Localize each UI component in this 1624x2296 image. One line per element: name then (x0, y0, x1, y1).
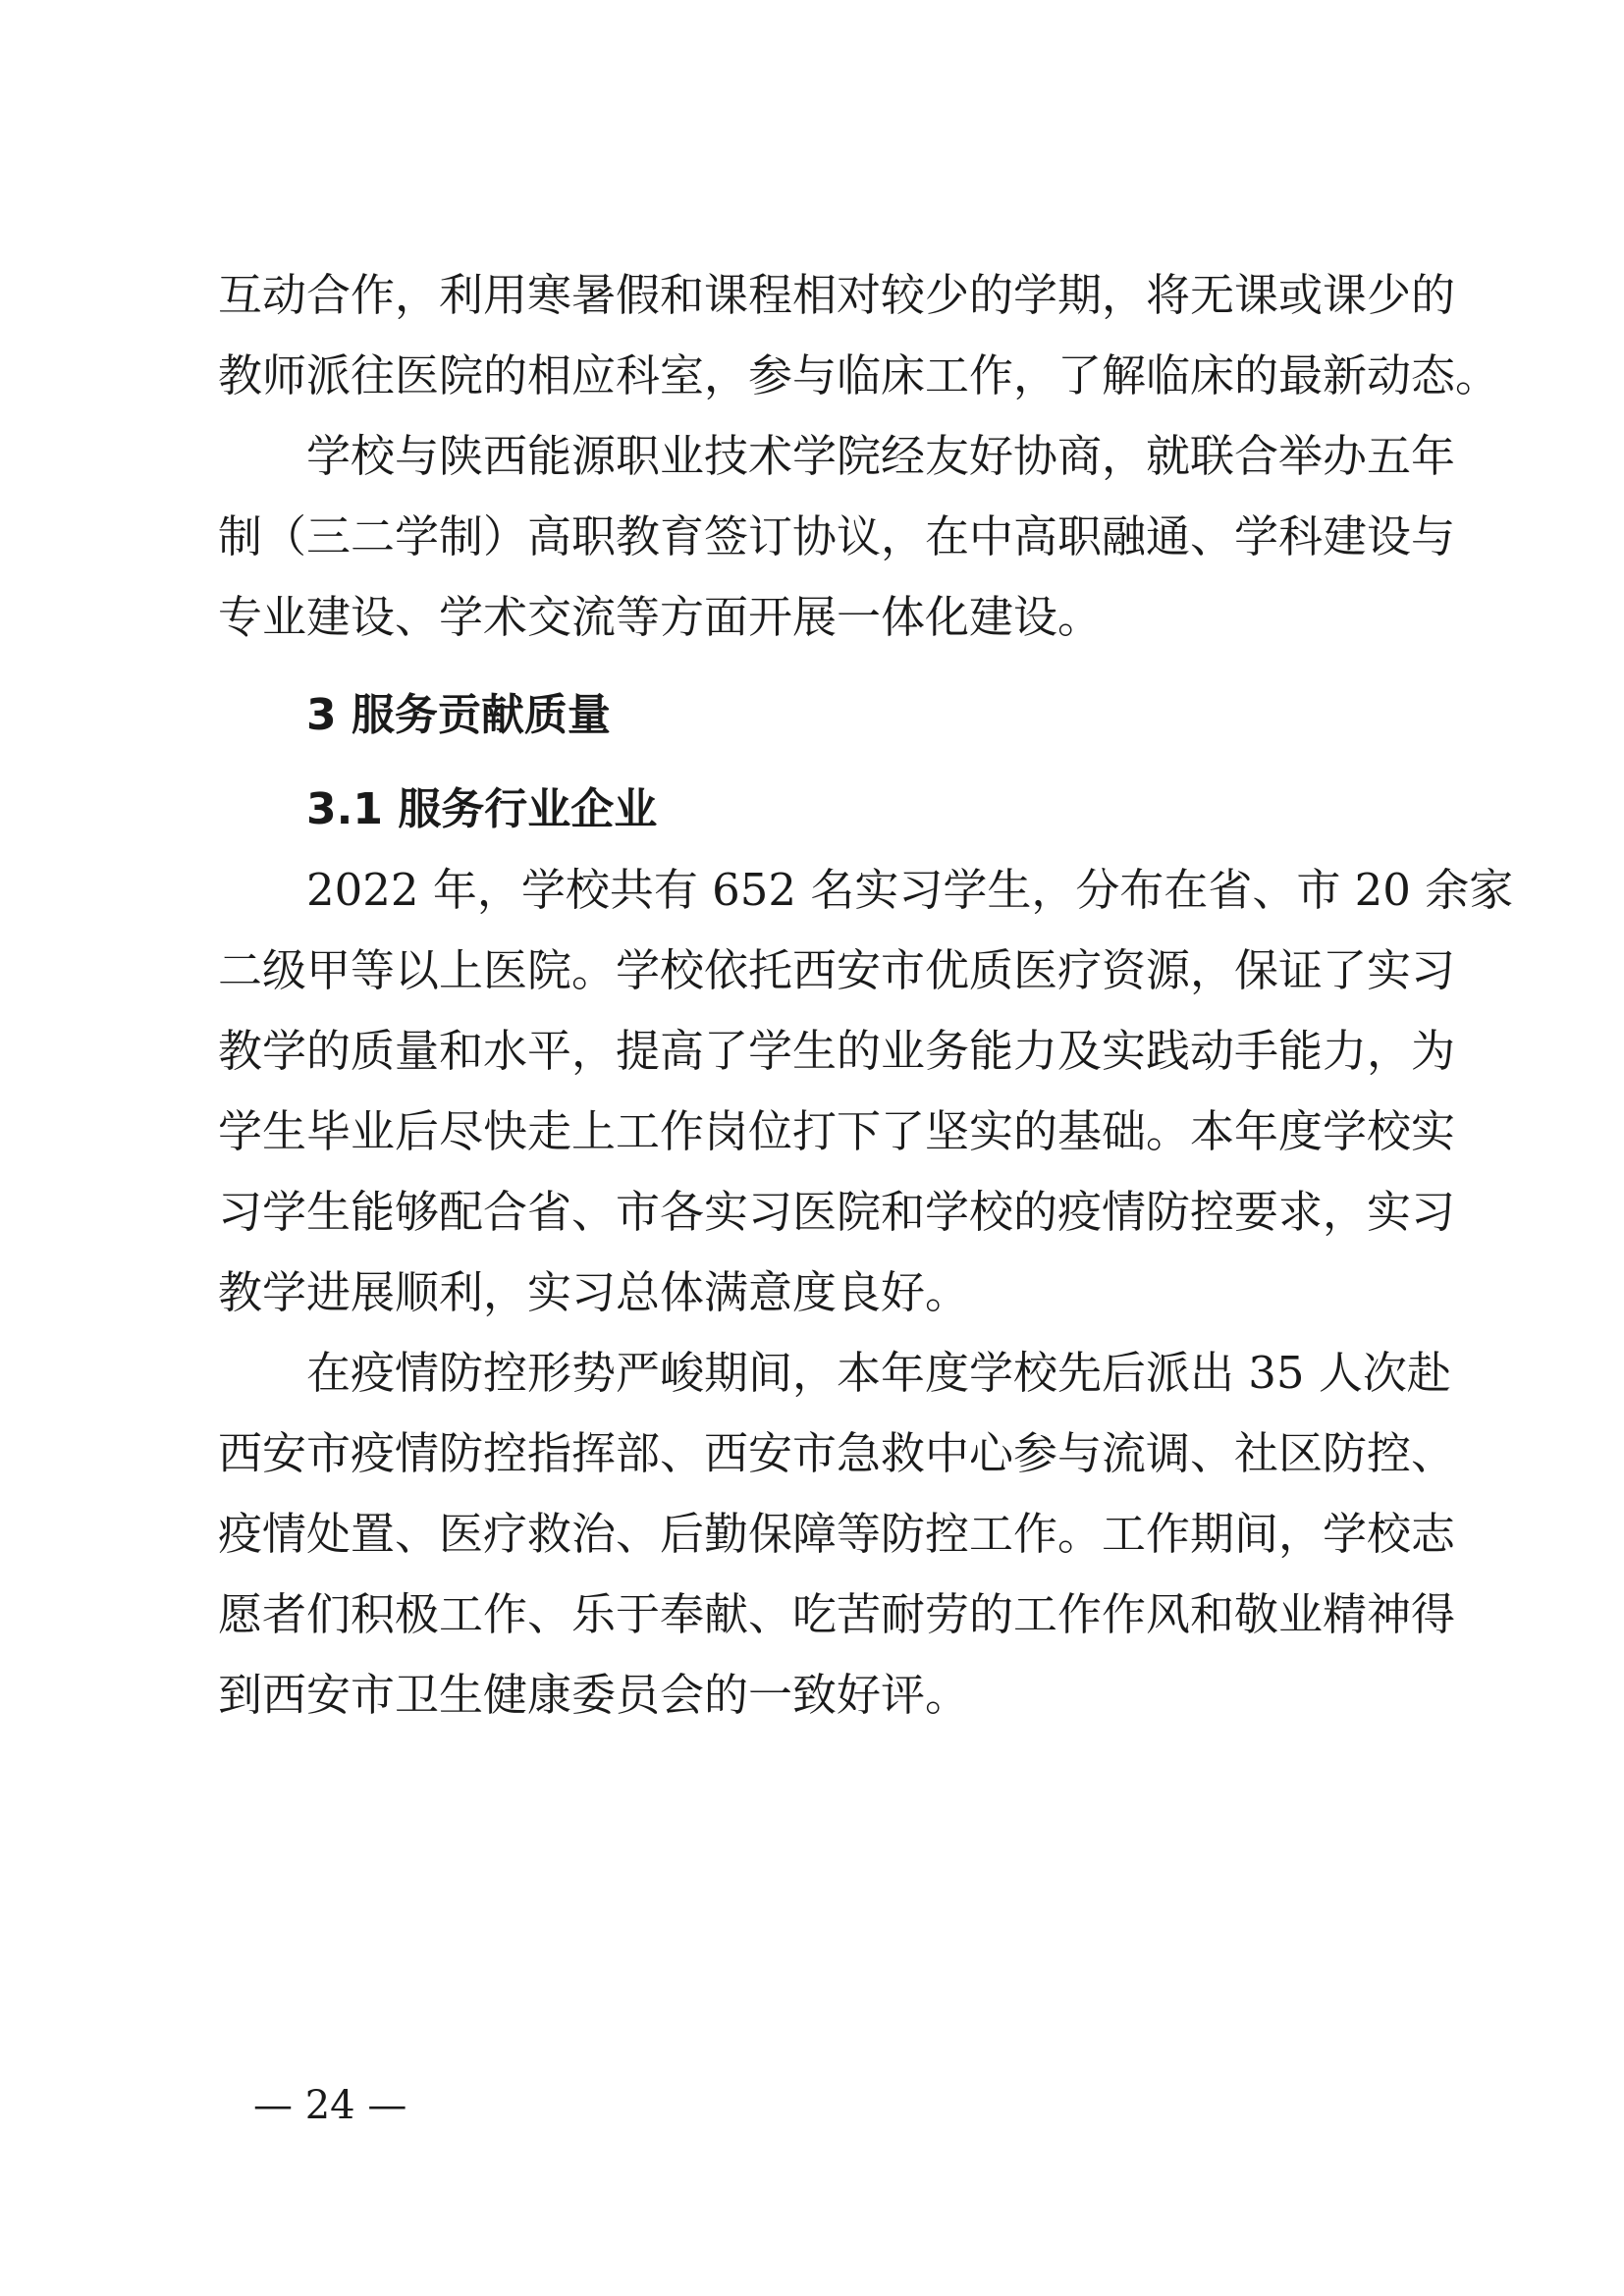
paragraph-line: 到西安市卫生健康委员会的一致好评。 (218, 1669, 970, 1721)
subsection-heading: 3.1 服务行业企业 (306, 784, 658, 834)
page-content (218, 255, 1514, 1735)
paragraph-line: 教师派往医院的相应科室，参与临床工作，了解临床的最新动态。 (218, 349, 1500, 401)
paragraph-line: 西安市疫情防控指挥部、西安市急救中心参与流调、社区防控、 (218, 1427, 1456, 1479)
section-heading: 3 服务贡献质量 (306, 690, 611, 740)
paragraph-line: 教学的质量和水平，提高了学生的业务能力及实践动手能力，为 (218, 1025, 1456, 1077)
page-number: — 24 — (253, 2083, 407, 2128)
paragraph-line: 制（三二学制）高职教育签订协议，在中高职融通、学科建设与 (218, 510, 1456, 562)
paragraph-line: 学校与陕西能源职业技术学院经友好协商，就联合举办五年 (306, 430, 1456, 482)
paragraph-4 (218, 1333, 1456, 1735)
paragraph-line: 学生毕业后尽快走上工作岗位打下了坚实的基础。本年度学校实 (218, 1105, 1456, 1157)
paragraph-line: 教学进展顺利，实习总体满意度良好。 (218, 1266, 970, 1318)
paragraph-line: 专业建设、学术交流等方面开展一体化建设。 (218, 591, 1103, 643)
paragraph-line: 习学生能够配合省、市各实习医院和学校的疫情防控要求，实习 (218, 1186, 1456, 1238)
paragraph-line: 愿者们积极工作、乐于奉献、吃苦耐劳的工作作风和敬业精神得 (218, 1588, 1456, 1640)
paragraph-line: 二级甲等以上医院。学校依托西安市优质医疗资源，保证了实习 (218, 944, 1456, 996)
paragraph-3 (218, 850, 1514, 1333)
paragraph-line: 2022 年，学校共有 652 名实习学生，分布在省、市 20 余家 (306, 864, 1514, 916)
paragraph-2 (218, 416, 1456, 658)
paragraph-line: 在疫情防控形势严峻期间，本年度学校先后派出 35 人次赴 (306, 1347, 1451, 1399)
paragraph-line: 疫情处置、医疗救治、后勤保障等防控工作。工作期间，学校志 (218, 1508, 1456, 1560)
paragraph-line: 互动合作，利用寒暑假和课程相对较少的学期，将无课或课少的 (218, 269, 1456, 321)
paragraph-1 (218, 255, 1500, 416)
